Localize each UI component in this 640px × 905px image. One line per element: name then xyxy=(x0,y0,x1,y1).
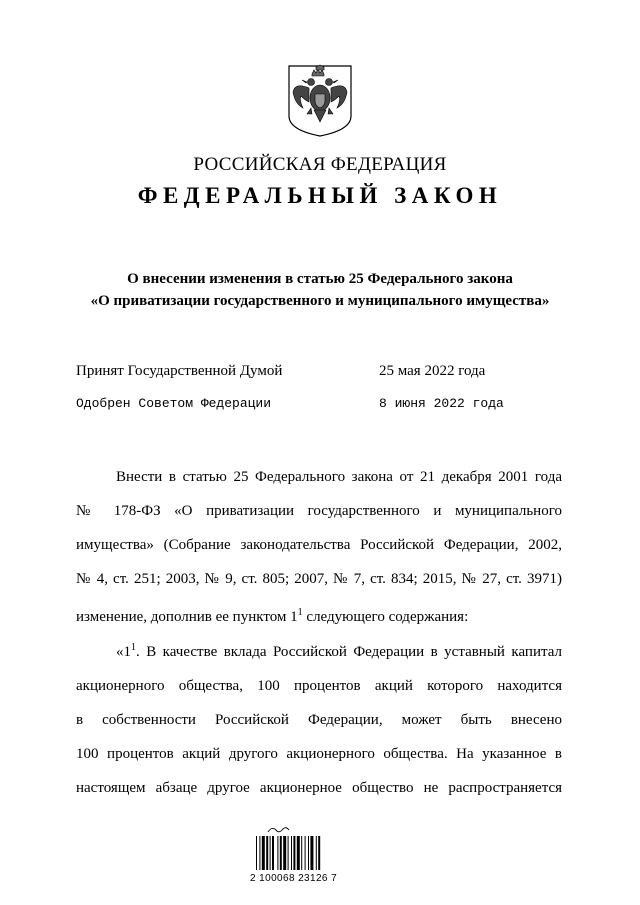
barcode-bar xyxy=(291,836,292,870)
barcode-bar xyxy=(305,836,306,870)
duma-adoption-label: Принят Государственной Думой xyxy=(76,363,283,379)
paragraph-line xyxy=(76,596,562,634)
body-paragraph-1 xyxy=(76,460,562,634)
paragraph-line xyxy=(76,631,562,669)
barcode-bar xyxy=(266,836,268,870)
body-paragraph-2 xyxy=(76,631,562,805)
barcode-bar xyxy=(283,836,286,870)
barcode-bar xyxy=(310,836,313,870)
barcode-bar xyxy=(262,836,265,870)
barcode-bar xyxy=(277,836,278,870)
duma-adoption-date: 25 мая 2022 года xyxy=(379,363,486,379)
state-name: РОССИЙСКАЯ ФЕДЕРАЦИЯ xyxy=(193,154,447,175)
council-approval-label: Одобрен Советом Федерации xyxy=(76,396,272,411)
paragraph-line: № 178-ФЗ «О приватизации государственного и муниципального xyxy=(76,503,562,519)
barcode-bar xyxy=(293,836,295,870)
text-run: изменение, дополнив ее пунктом 1 xyxy=(76,609,298,625)
text-run: следующего содержания: xyxy=(302,609,469,625)
paragraph-line: № 4, ст. 251; 2003, № 9, ст. 805; 2007, № 7, ст. 834; 2015, № 27, ст. 3971) xyxy=(76,571,562,587)
barcode-bar xyxy=(316,836,317,870)
paragraph-line: Внести в статью 25 Федерального закона от 21 декабря 2001 года xyxy=(116,469,562,485)
law-title-line-2: «О приватизации государственного и муниципального имущества» xyxy=(90,293,550,309)
law-title xyxy=(40,268,600,312)
barcode-bar xyxy=(318,836,320,870)
paragraph-line: настоящем абзаце другое акционерное общество не распространяется xyxy=(76,780,562,796)
text-run: . В качестве вклада Российской Федерации в уставный капитал xyxy=(136,644,562,660)
text-run: «1 xyxy=(116,644,131,660)
paragraph-line: в собственности Российской Федерации, может быть внесено xyxy=(76,712,562,728)
paragraph-line: имущества» (Собрание законодательства Российской Федерации, 2002, xyxy=(76,537,562,553)
barcode-bar xyxy=(259,836,260,870)
paragraph-line: 100 процентов акций другого акционерного общества. На указанное в xyxy=(76,746,562,762)
document-type: ФЕДЕРАЛЬНЫЙ ЗАКОН xyxy=(137,183,503,208)
barcode-bar xyxy=(297,836,300,870)
law-title-line-1: О внесении изменения в статью 25 Федерального закона xyxy=(127,271,513,287)
barcode-bar xyxy=(301,836,302,870)
superscript: 1 xyxy=(131,642,136,653)
barcode-bar xyxy=(288,836,289,870)
barcode-bar xyxy=(272,836,274,870)
barcode-number: 2 100068 23126 7 xyxy=(250,873,338,884)
barcode-bar xyxy=(270,836,271,870)
barcode-bar xyxy=(280,836,282,870)
superscript: 1 xyxy=(297,607,303,618)
coat-of-arms-emblem xyxy=(287,64,353,138)
barcode-bar xyxy=(308,836,309,870)
barcode-bars xyxy=(256,836,320,870)
council-approval-date: 8 июня 2022 года xyxy=(379,396,504,411)
barcode-bar xyxy=(256,836,257,870)
signature-mark xyxy=(268,828,289,832)
paragraph-line: акционерного общества, 100 процентов акций которого находится xyxy=(76,678,562,694)
